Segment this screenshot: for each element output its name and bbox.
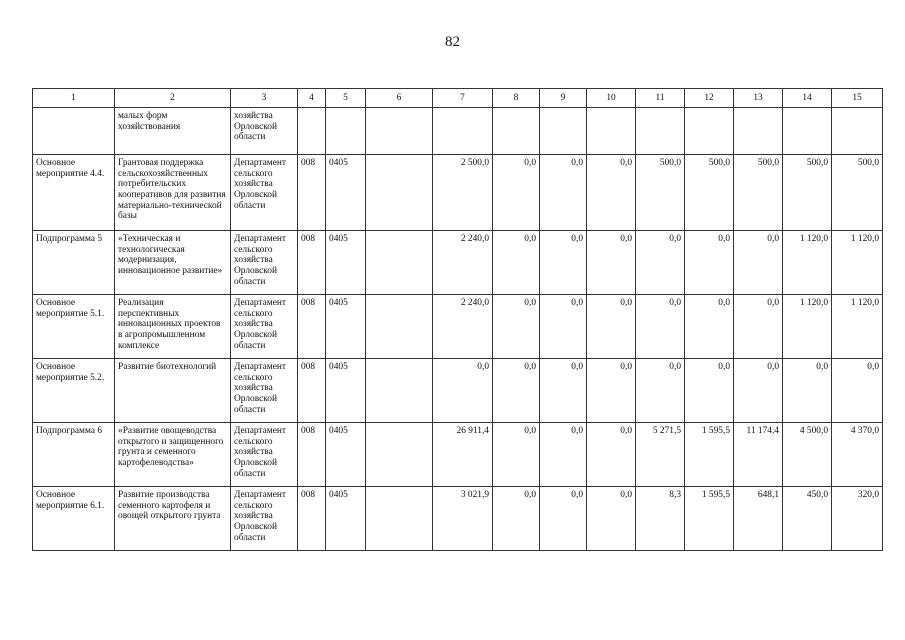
table-row: [33, 359, 883, 423]
table-row: [33, 231, 883, 295]
program-name-cell: Основное мероприятие 6.1.: [33, 487, 115, 551]
year-amount-cell: 8,3: [636, 487, 685, 551]
year-amount-cell: [685, 108, 734, 155]
year-amount-cell: 0,0: [540, 487, 587, 551]
column-header: 4: [298, 89, 326, 108]
rzpr-code-cell: 0405: [326, 295, 366, 359]
year-amount-cell: 0,0: [540, 423, 587, 487]
year-amount-cell: 500,0: [636, 155, 685, 231]
year-amount-cell: 4 370,0: [832, 423, 883, 487]
program-name-cell: Основное мероприятие 5.2.: [33, 359, 115, 423]
executor-cell: Департамент сельского хозяйства Орловской области: [231, 487, 298, 551]
year-amount-cell: [832, 108, 883, 155]
year-amount-cell: 0,0: [493, 487, 540, 551]
year-amount-cell: 0,0: [493, 295, 540, 359]
year-amount-cell: [636, 108, 685, 155]
program-title-cell: Грантовая поддержка сельскохозяйственных потребительских кооперативов для развития материально-технической базы: [115, 155, 231, 231]
column-header: 12: [685, 89, 734, 108]
year-amount-cell: 0,0: [587, 231, 636, 295]
year-amount-cell: 0,0: [493, 359, 540, 423]
year-amount-cell: 0,0: [734, 359, 783, 423]
csr-code-cell: [366, 108, 433, 155]
year-amount-cell: 0,0: [685, 295, 734, 359]
year-amount-cell: 0,0: [587, 359, 636, 423]
rzpr-code-cell: 0405: [326, 231, 366, 295]
program-name-cell: Подпрограмма 6: [33, 423, 115, 487]
column-header: 11: [636, 89, 685, 108]
year-amount-cell: [493, 108, 540, 155]
year-amount-cell: 500,0: [685, 155, 734, 231]
program-name-cell: [33, 108, 115, 155]
rzpr-code-cell: 0405: [326, 487, 366, 551]
grbs-code-cell: [298, 108, 326, 155]
program-name-cell: Основное мероприятие 4.4.: [33, 155, 115, 231]
column-header: 7: [433, 89, 493, 108]
rzpr-code-cell: [326, 108, 366, 155]
column-header: 9: [540, 89, 587, 108]
year-amount-cell: 0,0: [587, 155, 636, 231]
program-title-cell: Реализация перспективных инновационных проектов в агропромышленном комплексе: [115, 295, 231, 359]
year-amount-cell: 0,0: [540, 155, 587, 231]
year-amount-cell: 0,0: [685, 359, 734, 423]
total-amount-cell: 2 240,0: [433, 295, 493, 359]
total-amount-cell: 26 911,4: [433, 423, 493, 487]
year-amount-cell: 0,0: [734, 295, 783, 359]
year-amount-cell: 0,0: [493, 423, 540, 487]
total-amount-cell: 2 500,0: [433, 155, 493, 231]
grbs-code-cell: 008: [298, 487, 326, 551]
program-name-cell: Подпрограмма 5: [33, 231, 115, 295]
table-row: [33, 423, 883, 487]
header-row: [33, 89, 883, 108]
column-header: 3: [231, 89, 298, 108]
year-amount-cell: 0,0: [587, 295, 636, 359]
rzpr-code-cell: 0405: [326, 359, 366, 423]
csr-code-cell: [366, 295, 433, 359]
page-number: 82: [445, 34, 460, 50]
csr-code-cell: [366, 487, 433, 551]
year-amount-cell: 1 120,0: [783, 231, 832, 295]
year-amount-cell: 5 271,5: [636, 423, 685, 487]
year-amount-cell: 0,0: [540, 231, 587, 295]
csr-code-cell: [366, 423, 433, 487]
year-amount-cell: 0,0: [734, 231, 783, 295]
table-row: [33, 295, 883, 359]
executor-cell: Департамент сельского хозяйства Орловской области: [231, 295, 298, 359]
column-header: 6: [366, 89, 433, 108]
year-amount-cell: 0,0: [783, 359, 832, 423]
executor-cell: Департамент сельского хозяйства Орловской области: [231, 423, 298, 487]
executor-cell: Департамент сельского хозяйства Орловской области: [231, 359, 298, 423]
grbs-code-cell: 008: [298, 231, 326, 295]
year-amount-cell: [587, 108, 636, 155]
column-header: 10: [587, 89, 636, 108]
grbs-code-cell: 008: [298, 155, 326, 231]
year-amount-cell: 500,0: [832, 155, 883, 231]
year-amount-cell: 0,0: [587, 487, 636, 551]
table-row: [33, 108, 883, 155]
budget-table: [32, 88, 883, 551]
csr-code-cell: [366, 359, 433, 423]
column-header: 5: [326, 89, 366, 108]
program-name-cell: Основное мероприятие 5.1.: [33, 295, 115, 359]
program-title-cell: Развитие биотехнологий: [115, 359, 231, 423]
column-header: 1: [33, 89, 115, 108]
year-amount-cell: [540, 108, 587, 155]
year-amount-cell: 1 120,0: [783, 295, 832, 359]
year-amount-cell: 500,0: [734, 155, 783, 231]
program-title-cell: «Техническая и технологическая модернизация, инновационное развитие»: [115, 231, 231, 295]
year-amount-cell: 0,0: [493, 155, 540, 231]
column-header: 2: [115, 89, 231, 108]
year-amount-cell: 0,0: [587, 423, 636, 487]
year-amount-cell: 0,0: [540, 359, 587, 423]
grbs-code-cell: 008: [298, 359, 326, 423]
year-amount-cell: 648,1: [734, 487, 783, 551]
year-amount-cell: 0,0: [540, 295, 587, 359]
column-header: 14: [783, 89, 832, 108]
year-amount-cell: 11 174,4: [734, 423, 783, 487]
program-title-cell: малых форм хозяйствования: [115, 108, 231, 155]
year-amount-cell: 0,0: [636, 295, 685, 359]
year-amount-cell: 1 595,5: [685, 487, 734, 551]
csr-code-cell: [366, 155, 433, 231]
program-title-cell: «Развитие овощеводства открытого и защищенного грунта и семенного картофелеводства»: [115, 423, 231, 487]
year-amount-cell: 500,0: [783, 155, 832, 231]
executor-cell: хозяйства Орловской области: [231, 108, 298, 155]
total-amount-cell: 3 021,9: [433, 487, 493, 551]
program-title-cell: Развитие производства семенного картофеля и овощей открытого грунта: [115, 487, 231, 551]
year-amount-cell: 320,0: [832, 487, 883, 551]
year-amount-cell: [734, 108, 783, 155]
column-header: 13: [734, 89, 783, 108]
year-amount-cell: 1 120,0: [832, 231, 883, 295]
csr-code-cell: [366, 231, 433, 295]
year-amount-cell: 0,0: [493, 231, 540, 295]
grbs-code-cell: 008: [298, 295, 326, 359]
total-amount-cell: [433, 108, 493, 155]
year-amount-cell: 1 595,5: [685, 423, 734, 487]
column-header: 15: [832, 89, 883, 108]
table-row: [33, 487, 883, 551]
rzpr-code-cell: 0405: [326, 155, 366, 231]
total-amount-cell: 0,0: [433, 359, 493, 423]
year-amount-cell: 450,0: [783, 487, 832, 551]
year-amount-cell: 1 120,0: [832, 295, 883, 359]
rzpr-code-cell: 0405: [326, 423, 366, 487]
year-amount-cell: 0,0: [832, 359, 883, 423]
total-amount-cell: 2 240,0: [433, 231, 493, 295]
year-amount-cell: [783, 108, 832, 155]
year-amount-cell: 0,0: [636, 359, 685, 423]
executor-cell: Департамент сельского хозяйства Орловской области: [231, 155, 298, 231]
year-amount-cell: 4 500,0: [783, 423, 832, 487]
grbs-code-cell: 008: [298, 423, 326, 487]
year-amount-cell: 0,0: [685, 231, 734, 295]
year-amount-cell: 0,0: [636, 231, 685, 295]
executor-cell: Департамент сельского хозяйства Орловской области: [231, 231, 298, 295]
table-row: [33, 155, 883, 231]
column-header: 8: [493, 89, 540, 108]
